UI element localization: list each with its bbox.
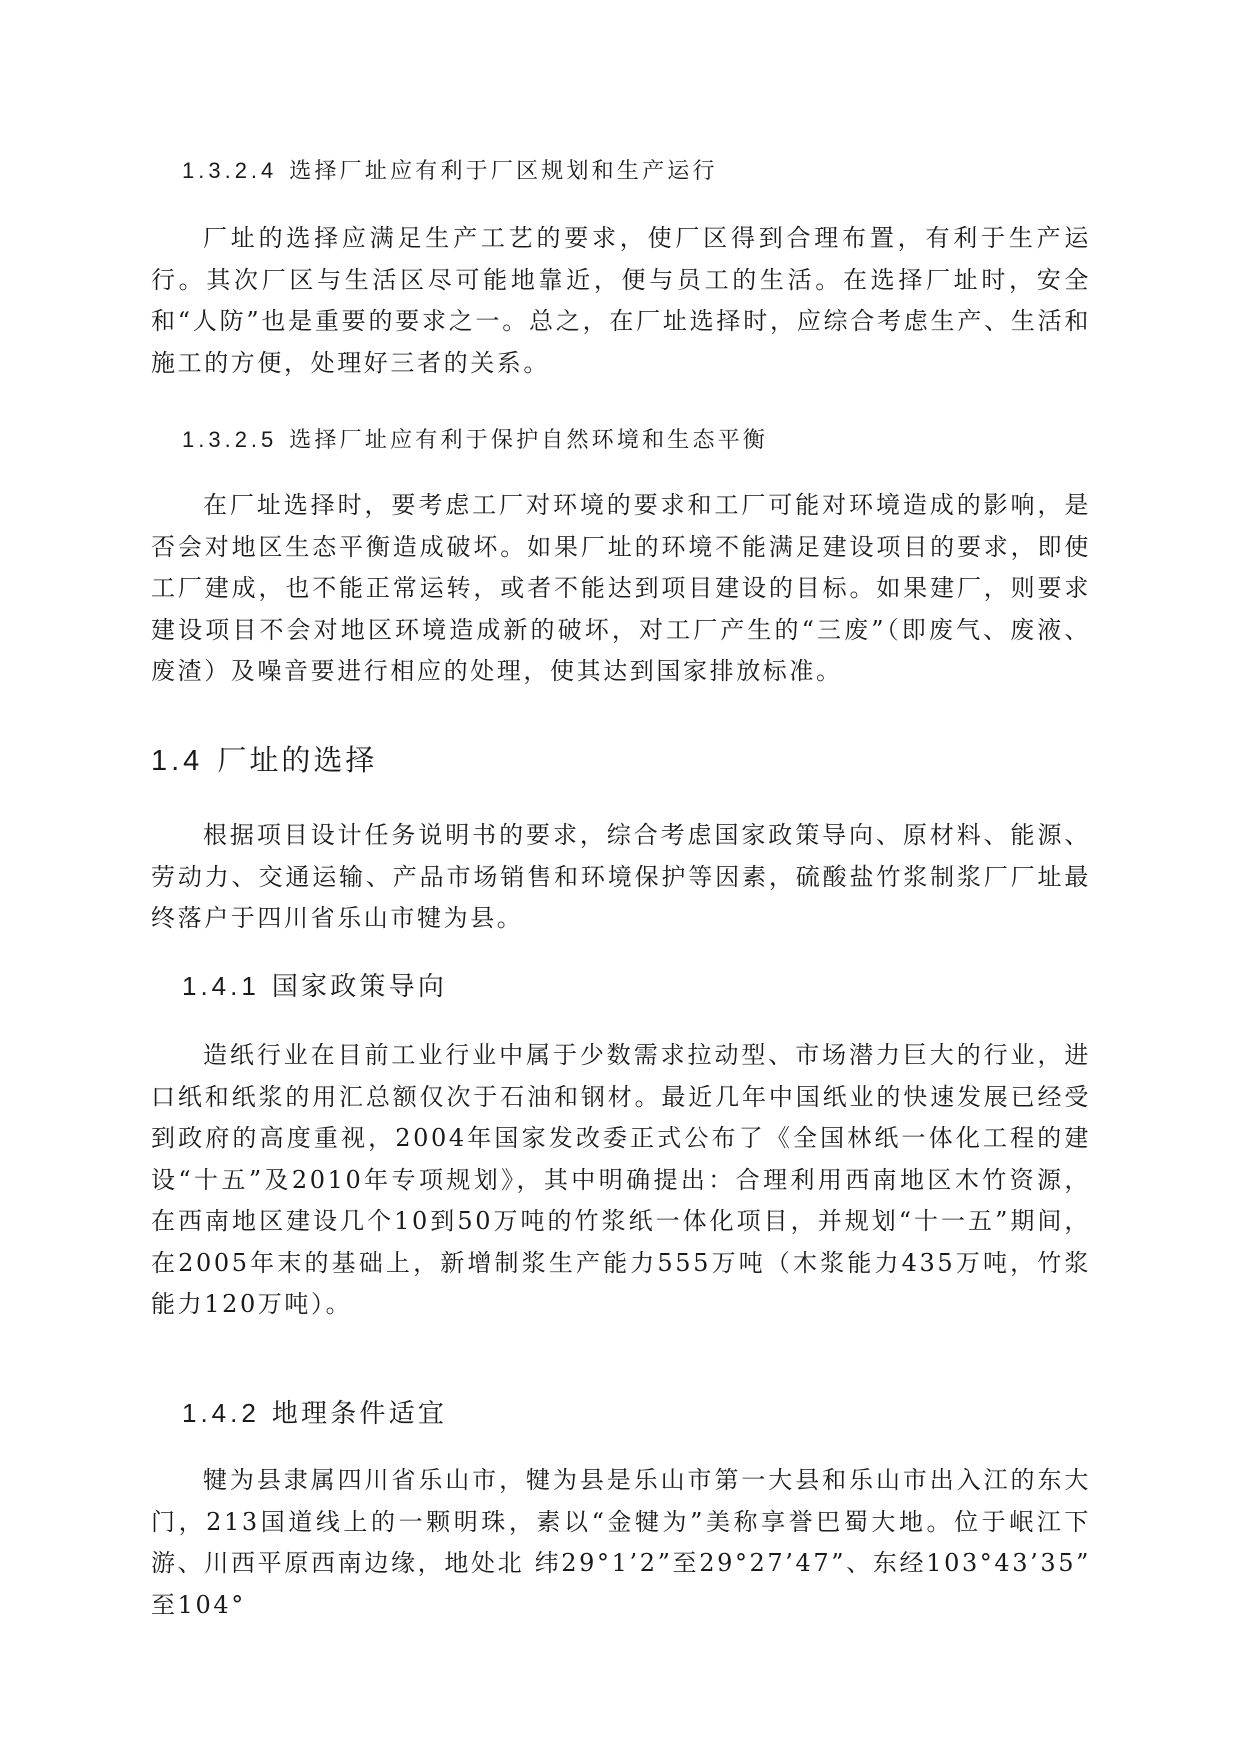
heading-title: 选择厂址应有利于厂区规划和生产运行 — [289, 159, 718, 184]
heading-number: 1.3.2.4 — [182, 158, 278, 183]
heading-1-4 — [151, 738, 377, 779]
heading-number: 1.4 — [151, 745, 204, 777]
heading-number: 1.3.2.5 — [182, 427, 278, 452]
heading-number: 1.4.2 — [182, 1398, 260, 1428]
paragraph-1-4: 根据项目设计任务说明书的要求，综合考虑国家政策导向、原材料、能源、劳动力、交通运输、产品市场销售和环境保护等因素，硫酸盐竹浆制浆厂厂址最终落户于四川省乐山市犍为县。 — [151, 821, 1091, 932]
paragraph-1-3-2-5: 在厂址选择时，要考虑工厂对环境的要求和工厂可能对环境造成的影响，是否会对地区生态平衡造成破坏。如果厂址的环境不能满足建设项目的要求，即使工厂建成，也不能正常运转，或者不能达到项目建设的目标。如果建厂，则要求建设项目不会对地区环境造成新的破坏，对工厂产生的“三废”（即废气、废液、废渣）及噪音要进行相应的处理，使其达到国家排放标准。 — [151, 491, 1091, 685]
heading-title: 国家政策导向 — [271, 972, 448, 1002]
heading-title: 选择厂址应有利于保护自然环境和生态平衡 — [289, 428, 769, 453]
heading-1-3-2-5 — [182, 423, 768, 454]
heading-title: 厂址的选择 — [217, 743, 378, 777]
heading-1-4-1 — [182, 966, 447, 1003]
paragraph-1-4-2: 犍为县隶属四川省乐山市，犍为县是乐山市第一大县和乐山市出入江的东大门，213国道线上的一颗明珠，素以“金犍为”美称享誉巴蜀大地。位于岷江下游、川西平原西南边缘，地处北 纬29°1’2”至29°27’47”、东经103°43’35” 至104° — [151, 1466, 1091, 1619]
heading-title: 地理条件适宜 — [271, 1399, 448, 1429]
paragraph-1-4-1: 造纸行业在目前工业行业中属于少数需求拉动型、市场潜力巨大的行业，进口纸和纸浆的用汇总额仅次于石油和钢材。最近几年中国纸业的快速发展已经受到政府的高度重视，2004年国家发改委正式公布了《全国林纸一体化工程的建设“十五”及2010年专项规划》，其中明确提出：合理利用西南地区木竹资源，在西南地区建设几个10到50万吨的竹浆纸一体化项目，并规划“十一五”期间，在2005年末的基础上，新增制浆生产能力555万吨（木浆能力435万吨，竹浆能力120万吨）。 — [151, 1041, 1091, 1318]
heading-1-3-2-4 — [182, 154, 718, 185]
heading-number: 1.4.1 — [182, 971, 260, 1001]
paragraph-1-3-2-4: 厂址的选择应满足生产工艺的要求，使厂区得到合理布置，有利于生产运行。其次厂区与生活区尽可能地靠近，便与员工的生活。在选择厂址时，安全和“人防”也是重要的要求之一。总之，在厂址选择时，应综合考虑生产、生活和施工的方便，处理好三者的关系。 — [151, 224, 1091, 377]
heading-1-4-2 — [182, 1393, 447, 1430]
